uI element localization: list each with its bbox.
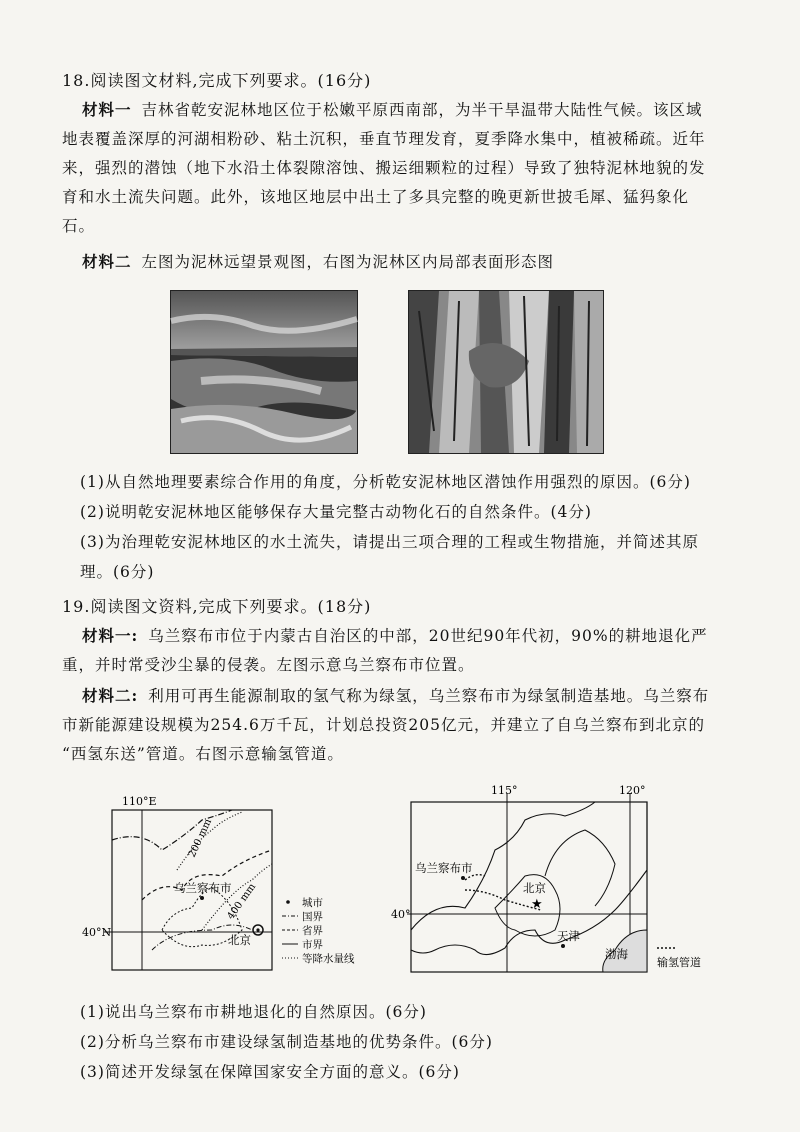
legend-pipeline: 输氢管道 (657, 956, 701, 969)
q19-material2-line3: “西氢东送”管道。右图示意输氢管道。 (62, 745, 344, 763)
map-left-ulanqab-label: 乌兰察布市 (174, 881, 232, 895)
q18-subquestion-1: (1)从自然地理要素综合作用的角度，分析乾安泥林地区潜蚀作用强烈的原因。(6分) (80, 473, 691, 491)
legend-city: 城市 (302, 897, 323, 909)
isohyet-200-label: 200 mm (186, 817, 215, 860)
legend-city-border: 市界 (302, 939, 323, 951)
map-right-tianjin-label: 天津 (557, 929, 580, 943)
map-right-ulanqab-dot (461, 876, 465, 880)
q19-subquestion-2: (2)分析乌兰察布市建设绿氢制造基地的优势条件。(6分) (80, 1033, 493, 1051)
legend-city-icon (286, 900, 290, 904)
q19-material2-line1: 材料二: 利用可再生能源制取的氢气称为绿氢，乌兰察布市为绿氢制造基地。乌兰察布 (82, 686, 710, 705)
q18-material1-line4: 育和水土流失问题。此外，该地区地层中出土了多具完整的晚更新世披毛犀、猛犸象化 (62, 188, 690, 206)
q19-material1-label: 材料一: (82, 626, 139, 645)
hydrogen-pipeline-map (391, 780, 715, 980)
q18-material1-line2: 地表覆盖深厚的河湖相粉砂、粘土沉积，垂直节理发育，夏季降水集中，植被稀疏。近年 (62, 130, 706, 148)
q19-material2-line2: 市新能源建设规模为254.6万千瓦，计划总投资205亿元，并建立了自乌兰察布到北京的 (62, 716, 705, 734)
map-right-lon1-label: 115° (491, 784, 518, 797)
q18-material1-line3: 来，强烈的潜蚀（地下水沿土体裂隙溶蚀、搬运细颗粒的过程）导致了独特泥林地貌的发 (62, 159, 706, 177)
q18-subquestion-2: (2)说明乾安泥林地区能够保存大量完整古动物化石的自然条件。(4分) (80, 503, 592, 521)
q18-subquestion-3-line1: (3)为治理乾安泥林地区的水土流失，请提出三项合理的工程或生物措施，并简述其原 (80, 533, 699, 551)
map-right-ulanqab-label: 乌兰察布市 (415, 861, 473, 875)
q18-title: 18.阅读图文材料,完成下列要求。(16分) (62, 71, 372, 90)
isohyet-400-label: 400 mm (225, 881, 259, 922)
mudforest-surface-photo (408, 290, 604, 454)
legend-provincial-border: 省界 (302, 925, 323, 937)
q18-material1-line5: 石。 (62, 217, 96, 235)
beijing-star-icon: ★ (531, 897, 543, 912)
q19-material1-line2: 重，并时常受沙尘暴的侵袭。左图示意乌兰察布市位置。 (62, 656, 475, 674)
ulanqab-location-map (82, 780, 402, 980)
q19-title: 19.阅读图文资料,完成下列要求。(18分) (62, 597, 372, 616)
q19-subquestion-1: (1)说出乌兰察布市耕地退化的自然原因。(6分) (80, 1003, 427, 1021)
map-right-beijing-label: 北京 (523, 881, 546, 895)
q18-material2: 材料二 左图为泥林远望景观图，右图为泥林区内局部表面形态图 (82, 252, 555, 271)
q18-material2-label: 材料二 (82, 252, 132, 271)
legend-national-border: 国界 (302, 911, 323, 923)
q18-material1-label: 材料一 (82, 100, 132, 119)
q18-subquestion-3-line2: 理。(6分) (80, 563, 155, 581)
map-right-lon2-label: 120° (619, 784, 646, 797)
tianjin-dot (561, 944, 565, 948)
q19-material1-line1: 材料一: 乌兰察布市位于内蒙古自治区的中部，20世纪90年代初，90%的耕地退化严 (82, 626, 708, 645)
map-right-lat-label: 40° (391, 908, 411, 921)
ulanqab-dot (200, 896, 204, 900)
mudforest-landscape-photo (170, 290, 358, 454)
q19-subquestion-3: (3)简述开发绿氢在保障国家安全方面的意义。(6分) (80, 1063, 460, 1081)
map-left-lat-label: 40°N (82, 926, 112, 939)
map-right-sea-label: 渤海 (605, 947, 628, 961)
q18-material1-line1: 材料一 吉林省乾安泥林地区位于松嫩平原西南部，为半干旱温带大陆性气候。该区域 (82, 100, 703, 119)
map-left-lon-label: 110°E (122, 795, 157, 808)
legend-isohyet: 等降水量线 (302, 953, 355, 965)
q19-material2-label: 材料二: (82, 686, 139, 705)
map-left-beijing-label: 北京 (228, 933, 251, 947)
